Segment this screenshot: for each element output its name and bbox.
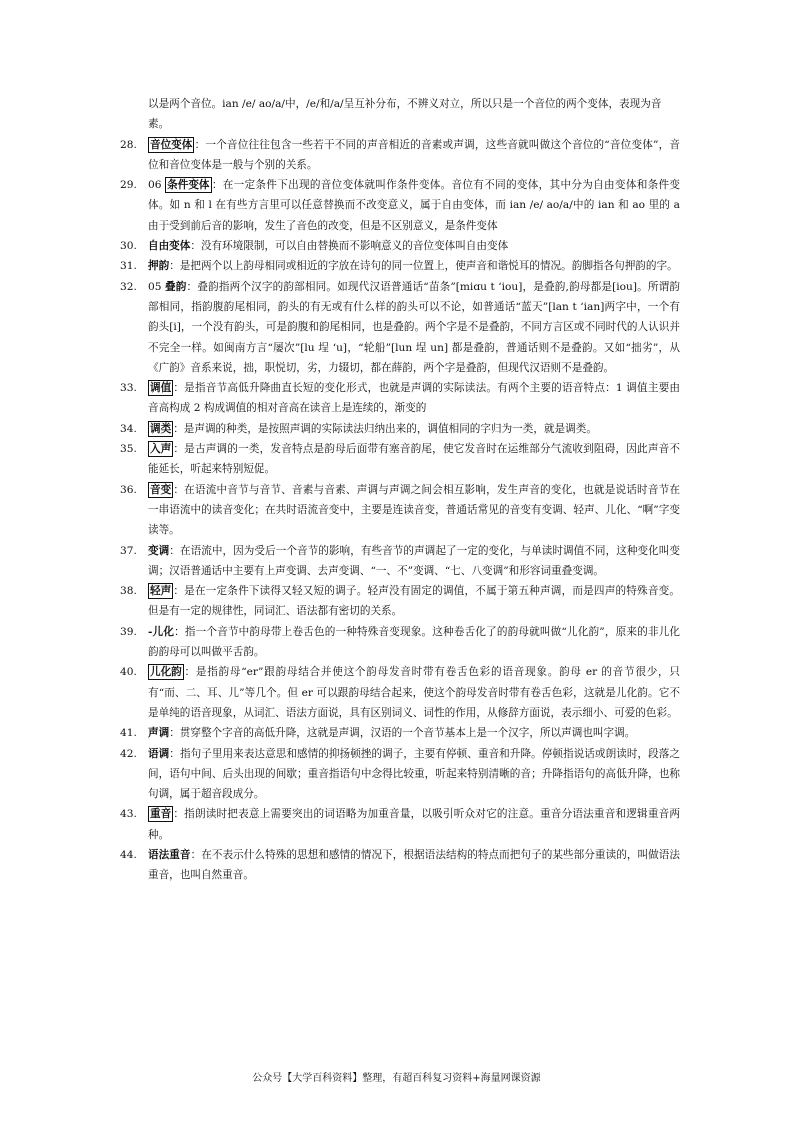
item-number: 28. <box>120 138 137 151</box>
item-number: 34. <box>120 422 137 435</box>
item-term: 调类 <box>150 422 172 435</box>
item-body <box>148 439 680 480</box>
item-term: -儿化 <box>148 625 175 638</box>
item-definition: ：指句子里用来表达意思和感情的抑扬顿挫的调子，主要有停顿、重音和升降。停顿指说话或朗读时，段落之间，语句中间、后头出现的间歇；重音指语句中念得比较重，听起来特别清晰的音；升降指语句的高低升降，也称句调，属于超音段成分。 <box>148 747 681 801</box>
item-term: 变调 <box>148 544 170 557</box>
item-body <box>148 480 680 541</box>
item-body <box>148 622 680 663</box>
item-number: 32. <box>120 280 137 293</box>
item-body <box>148 581 680 622</box>
item-definition: ：在语流中音节与音节、音素与音素、声调与声调之间会相互影响，发生声音的变化，也就是说话时音节在一串语流中的读音变化；在共时语流音变中，主要是连读音变，普通话常见的音变有变调、轻声、儿化、“啊”字变读等。 <box>148 483 680 537</box>
item-number: 31. <box>120 260 137 273</box>
item-definition: ：是指韵母“er”跟韵母结合并使这个韵母发音时带有卷舌色彩的语音现象。韵母 er 的音节很少，只有“而、二、耳、儿”等几个。但 er 可以跟韵母结合起来，使这个韵母发音时带有卷舌色彩，这就是儿化韵。它不是单纯的语音现象，从词汇、语法方面说，具有区别词义、词性的作用，从修辞方面说，表示细小、可爱的色彩。 <box>148 666 680 719</box>
item-number: 40. <box>120 666 137 679</box>
item-number: 41. <box>120 727 137 740</box>
item-number: 37. <box>120 544 137 557</box>
item-number: 33. <box>120 382 137 395</box>
item-definition: ：在语流中，因为受后一个音节的影响，有些音节的声调起了一定的变化，与单读时调值不同，这种变化叫变调；汉语普通话中主要有上声变调、去声变调、“一、不”变调、“七、八变调”和形容词重叠变调。 <box>148 544 681 577</box>
glossary-item <box>120 622 680 663</box>
item-definition: ：指朗读时把表意上需要突出的词语略为加重音量，以吸引听众对它的注意。重音分语法重音和逻辑重音两种。 <box>148 808 680 841</box>
glossary-content <box>120 94 680 886</box>
item-term: 轻声 <box>150 585 172 598</box>
item-body <box>148 236 680 256</box>
item-body <box>148 256 680 276</box>
intro-paragraph: 以是两个音位。ian /e/ ao/a/中，/e/和/a/呈互补分布，不辨义对立，所以只是一个音位的两个变体，表现为音素。 <box>148 98 662 131</box>
item-body <box>148 277 680 378</box>
item-body <box>148 419 680 439</box>
item-definition: ：是古声调的一类，发音特点是韵母后面带有塞音韵尾，使它发音时在运维部分气流收到阻碍，因此声音不能延长，听起来特别短促。 <box>148 443 680 476</box>
item-body <box>148 723 680 743</box>
item-definition: ：在不表示什么特殊的思想和感情的情况下，根据语法结构的特点而把句子的某些部分重读的，叫做语法重音，也叫自然重音。 <box>148 848 681 882</box>
glossary-item <box>120 480 680 541</box>
glossary-item <box>120 277 680 378</box>
glossary-item <box>120 662 680 723</box>
glossary-list <box>120 135 680 886</box>
item-term: 入声 <box>150 443 172 456</box>
item-term: 条件变体 <box>167 179 210 192</box>
item-term: 自由变体 <box>148 240 191 253</box>
glossary-item <box>120 236 680 256</box>
item-prefix: 05 <box>148 280 166 293</box>
item-term: 语法重音 <box>148 848 191 861</box>
item-definition: ：没有环境限制，可以自由替换而不影响意义的音位变体叫自由变体 <box>190 240 509 253</box>
glossary-item <box>120 419 680 439</box>
item-term: 声调 <box>148 727 170 740</box>
item-body <box>148 378 680 419</box>
item-number: 35. <box>120 443 137 456</box>
item-body <box>148 744 680 805</box>
glossary-item <box>120 541 680 582</box>
item-number: 42. <box>120 747 137 760</box>
item-definition: ：在一定条件下出现的音位变体就叫作条件变体。音位有不同的变体，其中分为自由变体和条件变体。如 n 和 l 在有些方言里可以任意替换而不改变意义，属于自由变体，而 ian /e/ ao/a/中的 ian 和 ao 里的 a 由于受到前后音的影响，发生了音色的改变，但是不区别意义，是条件变体 <box>148 179 680 232</box>
item-definition: ：叠韵指两个汉字的韵部相同。如现代汉语普通话“苗条”[miɑu t ‘iou]，是叠韵,韵母都是[iou]。所谓韵部相同，指韵腹韵尾相同，韵头的有无或有什么样的韵头可以不论，如普通话“蓝天”[lan t ‘ian]两字中，一个有韵头[i]，一个没有韵头，可是韵腹和韵尾相同，也是叠韵。两个字是不是叠韵，不同方言区或不同时代的人认识并不完全一样。如闽南方言“屡次”[lu 埕 ‘u]，“轮船”[lun 埕 un] 都是叠韵，普通话则不是叠韵。又如“拙劣”，从《广韵》音系来说，拙，职悦切，劣，力辍切，都在薛韵，两个字是叠韵，但现代汉语则不是叠韵。 <box>148 280 680 374</box>
item-number: 36. <box>120 483 137 496</box>
glossary-item <box>120 135 680 176</box>
item-number: 39. <box>120 625 137 638</box>
item-term: 调值 <box>150 382 172 395</box>
item-body <box>148 845 680 886</box>
item-definition: ：一个音位往往包含一些若干不同的声音相近的音素或声调，这些音就叫做这个音位的“音位变体”，音位和音位变体是一般与个别的关系。 <box>148 138 680 171</box>
item-term: 儿化韵 <box>150 666 182 679</box>
glossary-item <box>120 439 680 480</box>
item-number: 38. <box>120 585 137 598</box>
glossary-item <box>120 723 680 743</box>
item-number: 44. <box>120 848 137 861</box>
item-term: 重音 <box>150 808 172 821</box>
glossary-item <box>120 845 680 886</box>
item-prefix: 06 <box>148 179 166 192</box>
item-definition: ：是声调的种类，是按照声调的实际读法归纳出来的，调值相同的字归为一类，就是调类。 <box>173 422 597 435</box>
glossary-item <box>120 256 680 276</box>
glossary-item <box>120 581 680 622</box>
glossary-item <box>120 175 680 236</box>
page-footer: 公众号【大学百科资料】整理，有超百科复习资料+海量网课资源 <box>252 1073 541 1084</box>
item-term: 押韵 <box>148 260 170 273</box>
glossary-item <box>120 804 680 845</box>
item-number: 29. <box>120 179 137 192</box>
item-body <box>148 175 680 236</box>
glossary-item <box>120 378 680 419</box>
item-body <box>148 541 680 582</box>
item-term: 语调 <box>148 747 170 760</box>
item-term: 音变 <box>150 483 172 496</box>
item-term: 音位变体 <box>150 138 193 151</box>
item-term: 叠韵 <box>165 280 187 293</box>
item-body <box>148 804 680 845</box>
item-number: 43. <box>120 808 137 821</box>
item-definition: ：是在一定条件下读得又轻又短的调子。轻声没有固定的调值，不属于第五种声调，而是四声的特殊音变。但是有一定的规律性，同词汇、语法都有密切的关系。 <box>148 585 680 618</box>
item-definition: ：指一个音节中韵母带上卷舌色的一种特殊音变现象。这种卷舌化了的韵母就叫做“儿化韵”，原来的非儿化韵韵母可以叫做平舌韵。 <box>148 625 681 659</box>
item-body <box>148 662 680 723</box>
glossary-item <box>120 744 680 805</box>
item-definition: ：是把两个以上韵母相同或相近的字放在诗句的同一位置上，使声音和谐悦耳的情况。韵脚指各句押韵的字。 <box>169 260 678 273</box>
item-body <box>148 135 680 176</box>
item-definition: ：是指音节高低升降曲直长短的变化形式，也就是声调的实际读法。有两个主要的语音特点：1 调值主要由音高构成 2 构成调值的相对音高在读音上是连续的，渐变的 <box>148 382 680 415</box>
item-number: 30. <box>120 240 137 253</box>
item-definition: ：贯穿整个字音的高低升降，这就是声调，汉语的一个音节基本上是一个汉字，所以声调也叫字调。 <box>169 727 636 740</box>
